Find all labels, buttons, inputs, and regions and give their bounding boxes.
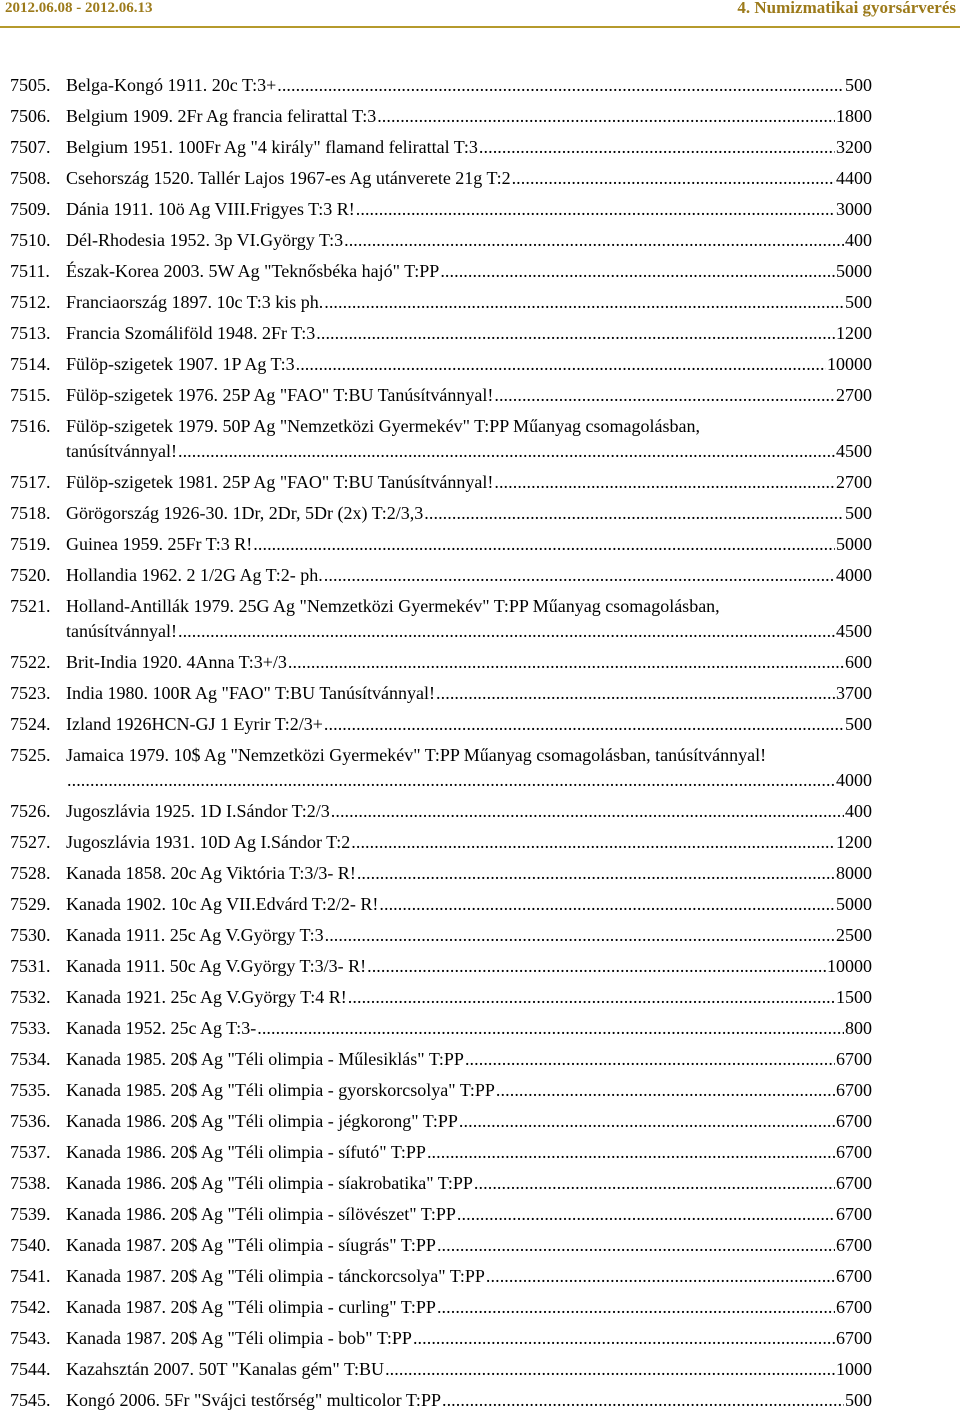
dot-leader [486, 1261, 872, 1292]
lot-price: 1500 [835, 982, 872, 1013]
dot-leader [288, 647, 872, 678]
auction-date: 2012.06.08 - 2012.06.13 [5, 0, 153, 16]
dot-leader [427, 1137, 872, 1168]
lot-price: 6700 [835, 1292, 872, 1323]
lot-price: 6700 [835, 1230, 872, 1261]
lot-description: Görögország 1926-30. 1Dr, 2Dr, 5Dr (2x) T:2/3,3 [66, 503, 424, 523]
dot-leader [465, 1044, 872, 1075]
lot-description: Észak-Korea 2003. 5W Ag "Teknősbéka hajó" T:PP [66, 261, 440, 281]
lot-price: 6700 [835, 1044, 872, 1075]
dot-leader [442, 1385, 872, 1416]
dot-leader [316, 318, 872, 349]
dot-leader [277, 70, 872, 101]
lot-price: 4400 [835, 163, 872, 194]
list-item [0, 467, 960, 498]
lot-price: 500 [844, 287, 872, 318]
lot-row [66, 380, 872, 411]
lot-number: 7539. [10, 1204, 51, 1224]
list-item [0, 1385, 960, 1416]
lot-row [66, 1354, 872, 1385]
dot-leader [351, 827, 872, 858]
lot-description: Belgium 1909. 2Fr Ag francia felirattal T:3 [66, 106, 377, 126]
dot-leader [344, 225, 872, 256]
lot-description: Fülöp-szigetek 1981. 25P Ag "FAO" T:BU Tanúsítvánnyal! [66, 472, 494, 492]
dot-leader [436, 678, 872, 709]
lot-number: 7537. [10, 1142, 51, 1162]
lot-price: 500 [844, 709, 872, 740]
dot-leader [385, 1354, 872, 1385]
lot-price: 4500 [835, 436, 872, 467]
lot-description: Kanada 1986. 20$ Ag "Téli olimpia - jégkorong" T:PP [66, 1111, 458, 1131]
lot-number: 7540. [10, 1235, 51, 1255]
list-item [0, 1230, 960, 1261]
lot-row [66, 1199, 872, 1230]
lot-description: Kanada 1858. 20c Ag Viktória T:3/3- R! [66, 863, 356, 883]
lot-number: 7532. [10, 987, 51, 1007]
lot-number: 7520. [10, 565, 51, 585]
list-item [0, 1261, 960, 1292]
lot-description: Csehország 1520. Tallér Lajos 1967-es Ag utánverete 21g T:2 [66, 168, 511, 188]
dot-leader [459, 1106, 872, 1137]
lot-number: 7528. [10, 863, 51, 883]
lot-row [66, 101, 872, 132]
list-item [0, 287, 960, 318]
dot-leader [325, 920, 872, 951]
lot-row [66, 982, 872, 1013]
lot-number: 7508. [10, 168, 51, 188]
lot-row [66, 349, 872, 380]
list-item [0, 920, 960, 951]
lot-number: 7529. [10, 894, 51, 914]
lot-row [66, 1168, 872, 1199]
lot-description: Francia Szomáliföld 1948. 2Fr T:3 [66, 323, 316, 343]
lot-number: 7509. [10, 199, 51, 219]
lot-price: 500 [844, 498, 872, 529]
lot-description: Franciaország 1897. 10c T:3 kis ph. [66, 292, 324, 312]
lot-row [66, 1044, 872, 1075]
lot-row [66, 467, 872, 498]
lot-price: 10000 [826, 349, 872, 380]
lot-row [66, 1323, 872, 1354]
lot-price: 5000 [835, 889, 872, 920]
list-item [0, 380, 960, 411]
list-item [0, 1292, 960, 1323]
lot-row [66, 858, 872, 889]
auction-title: 4. Numizmatikai gyorsárverés [737, 0, 956, 17]
lot-number: 7519. [10, 534, 51, 554]
lot-description: Kanada 1987. 20$ Ag "Téli olimpia - tánckorcsolya" T:PP [66, 1266, 485, 1286]
dot-leader [324, 287, 872, 318]
lot-price: 6700 [835, 1075, 872, 1106]
lot-row [66, 132, 872, 163]
dot-leader [437, 1292, 872, 1323]
lot-price: 6700 [835, 1199, 872, 1230]
lot-description: Brit-India 1920. 4Anna T:3+/3 [66, 652, 287, 672]
lot-number: 7510. [10, 230, 51, 250]
list-item [0, 101, 960, 132]
lot-description: Kanada 1911. 50c Ag V.György T:3/3- R! [66, 956, 367, 976]
list-item [0, 194, 960, 225]
lot-description: Jugoszlávia 1931. 10D Ag I.Sándor T:2 [66, 832, 351, 852]
lot-price: 1200 [835, 318, 872, 349]
lot-description: Kanada 1921. 25c Ag V.György T:4 R! [66, 987, 347, 1007]
lot-row [66, 256, 872, 287]
lot-price: 10000 [826, 951, 872, 982]
lot-price: 2700 [835, 467, 872, 498]
lot-number: 7518. [10, 503, 51, 523]
lot-price: 400 [844, 796, 872, 827]
lot-description-line1: Jamaica 1979. 10$ Ag "Nemzetközi Gyermekév" T:PP Műanyag csomagolásban, tanúsítvánnyal! [66, 745, 767, 765]
list-item [0, 591, 960, 647]
list-item [0, 1199, 960, 1230]
lot-price: 6700 [835, 1106, 872, 1137]
list-item [0, 70, 960, 101]
lot-row [66, 498, 872, 529]
lot-price: 1200 [835, 827, 872, 858]
lot-description: Jugoszlávia 1925. 1D I.Sándor T:2/3 [66, 801, 330, 821]
dot-leader [377, 101, 872, 132]
lot-row [66, 889, 872, 920]
lot-price: 500 [844, 70, 872, 101]
lot-number: 7543. [10, 1328, 51, 1348]
list-item [0, 858, 960, 889]
dot-leader [253, 529, 872, 560]
lot-description: Fülöp-szigetek 1907. 1P Ag T:3 [66, 354, 295, 374]
lot-row [66, 1075, 872, 1106]
lot-description: Kanada 1986. 20$ Ag "Téli olimpia - sílövészet" T:PP [66, 1204, 456, 1224]
lot-row [66, 1292, 872, 1323]
lot-description: Kanada 1911. 25c Ag V.György T:3 [66, 925, 324, 945]
list-item [0, 498, 960, 529]
list-item [0, 678, 960, 709]
lot-description-line1: Fülöp-szigetek 1979. 50P Ag "Nemzetközi Gyermekév" T:PP Műanyag csomagolásban, [66, 416, 701, 436]
lot-price: 2700 [835, 380, 872, 411]
list-item [0, 982, 960, 1013]
lot-number: 7526. [10, 801, 51, 821]
list-item [0, 1323, 960, 1354]
lot-price: 3700 [835, 678, 872, 709]
lot-description: tanúsítvánnyal! [66, 621, 177, 641]
dot-leader [413, 1323, 872, 1354]
lot-row [66, 709, 872, 740]
lot-number: 7545. [10, 1390, 51, 1410]
list-item [0, 1013, 960, 1044]
lot-number: 7524. [10, 714, 51, 734]
lot-price: 800 [844, 1013, 872, 1044]
lot-description: tanúsítvánnyal! [66, 441, 177, 461]
lot-description: Kanada 1985. 20$ Ag "Téli olimpia - gyorskorcsolya" T:PP [66, 1080, 495, 1100]
lot-price: 3000 [835, 194, 872, 225]
lot-description: Kazahsztán 2007. 50T "Kanalas gém" T:BU [66, 1359, 385, 1379]
lot-row [66, 436, 872, 467]
lot-number: 7521. [10, 596, 51, 616]
lot-description: Dánia 1911. 10ö Ag VIII.Frigyes T:3 R! [66, 199, 355, 219]
dot-leader [331, 796, 872, 827]
lot-price: 600 [844, 647, 872, 678]
lot-number: 7541. [10, 1266, 51, 1286]
lot-price: 500 [844, 1385, 872, 1416]
lot-row [66, 194, 872, 225]
lot-description: Izland 1926HCN-GJ 1 Eyrir T:2/3+ [66, 714, 323, 734]
lot-description: Dél-Rhodesia 1952. 3p VI.György T:3 [66, 230, 344, 250]
lot-row [66, 1230, 872, 1261]
lot-description: Kanada 1952. 25c Ag T:3- [66, 1018, 257, 1038]
lot-row [66, 796, 872, 827]
lot-number: 7514. [10, 354, 51, 374]
lot-price: 4000 [835, 765, 872, 796]
lot-number: 7517. [10, 472, 51, 492]
lot-price: 6700 [835, 1323, 872, 1354]
dot-leader [496, 1075, 872, 1106]
lot-row [66, 1137, 872, 1168]
lot-price: 1800 [835, 101, 872, 132]
list-item [0, 1106, 960, 1137]
dot-leader [379, 889, 872, 920]
lot-number: 7527. [10, 832, 51, 852]
lot-number: 7511. [10, 261, 50, 281]
lot-price: 6700 [835, 1168, 872, 1199]
dot-leader [324, 709, 872, 740]
lot-description: Kanada 1902. 10c Ag VII.Edvárd T:2/2- R! [66, 894, 379, 914]
dot-leader [67, 765, 872, 796]
lot-row [66, 1385, 872, 1416]
lot-row [66, 616, 872, 647]
list-item [0, 889, 960, 920]
list-item [0, 827, 960, 858]
list-item [0, 163, 960, 194]
lot-description: Kanada 1986. 20$ Ag "Téli olimpia - síakrobatika" T:PP [66, 1173, 473, 1193]
lot-list [0, 70, 960, 1416]
lot-number: 7534. [10, 1049, 51, 1069]
lot-number: 7513. [10, 323, 51, 343]
lot-price: 400 [844, 225, 872, 256]
lot-price: 4500 [835, 616, 872, 647]
list-item [0, 1137, 960, 1168]
dot-leader [356, 194, 872, 225]
lot-number: 7535. [10, 1080, 51, 1100]
dot-leader [367, 951, 872, 982]
lot-description: Kanada 1987. 20$ Ag "Téli olimpia - síugrás" T:PP [66, 1235, 436, 1255]
lot-row [66, 287, 872, 318]
lot-row [66, 1261, 872, 1292]
lot-price: 8000 [835, 858, 872, 889]
lot-row [66, 765, 872, 796]
lot-number: 7530. [10, 925, 51, 945]
lot-number: 7506. [10, 106, 51, 126]
dot-leader [348, 982, 872, 1013]
dot-leader [440, 256, 872, 287]
lot-price: 5000 [835, 529, 872, 560]
lot-description: Belgium 1951. 100Fr Ag "4 király" flamand felirattal T:3 [66, 137, 478, 157]
lot-price: 6700 [835, 1261, 872, 1292]
lot-number: 7531. [10, 956, 51, 976]
lot-description: Kanada 1987. 20$ Ag "Téli olimpia - bob" T:PP [66, 1328, 412, 1348]
lot-description: Guinea 1959. 25Fr T:3 R! [66, 534, 253, 554]
lot-row [66, 647, 872, 678]
lot-number: 7505. [10, 75, 51, 95]
list-item [0, 951, 960, 982]
list-item [0, 349, 960, 380]
lot-row [66, 1013, 872, 1044]
list-item [0, 1168, 960, 1199]
lot-price: 3200 [835, 132, 872, 163]
list-item [0, 411, 960, 467]
lot-number: 7507. [10, 137, 51, 157]
dot-leader [178, 616, 872, 647]
lot-number: 7533. [10, 1018, 51, 1038]
lot-description: India 1980. 100R Ag "FAO" T:BU Tanúsítvánnyal! [66, 683, 436, 703]
dot-leader [457, 1199, 872, 1230]
lot-row [66, 318, 872, 349]
lot-description: Kanada 1985. 20$ Ag "Téli olimpia - Műlesiklás" T:PP [66, 1049, 464, 1069]
lot-price: 5000 [835, 256, 872, 287]
dot-leader [324, 560, 872, 591]
lot-row [66, 225, 872, 256]
dot-leader [494, 467, 872, 498]
dot-leader [437, 1230, 872, 1261]
lot-number: 7538. [10, 1173, 51, 1193]
lot-number: 7536. [10, 1111, 51, 1131]
lot-row [66, 1106, 872, 1137]
lot-number: 7522. [10, 652, 51, 672]
lot-row [66, 920, 872, 951]
dot-leader [512, 163, 872, 194]
lot-number: 7542. [10, 1297, 51, 1317]
lot-price: 6700 [835, 1137, 872, 1168]
list-item [0, 796, 960, 827]
dot-leader [178, 436, 872, 467]
lot-row [66, 163, 872, 194]
lot-description: Fülöp-szigetek 1976. 25P Ag "FAO" T:BU Tanúsítvánnyal! [66, 385, 494, 405]
list-item [0, 740, 960, 796]
lot-description: Kanada 1986. 20$ Ag "Téli olimpia - sífutó" T:PP [66, 1142, 426, 1162]
list-item [0, 132, 960, 163]
lot-number: 7516. [10, 416, 51, 436]
lot-row [66, 560, 872, 591]
lot-row [66, 827, 872, 858]
list-item [0, 709, 960, 740]
lot-description: Belga-Kongó 1911. 20c T:3+ [66, 75, 277, 95]
dot-leader [479, 132, 872, 163]
lot-row [66, 951, 872, 982]
list-item [0, 529, 960, 560]
lot-price: 1000 [835, 1354, 872, 1385]
list-item [0, 1075, 960, 1106]
lot-number: 7512. [10, 292, 51, 312]
page-header [0, 0, 960, 28]
lot-row [66, 70, 872, 101]
list-item [0, 318, 960, 349]
lot-description: Hollandia 1962. 2 1/2G Ag T:2- ph. [66, 565, 323, 585]
list-item [0, 560, 960, 591]
list-item [0, 1044, 960, 1075]
lot-row [66, 678, 872, 709]
lot-description-line1: Holland-Antillák 1979. 25G Ag "Nemzetközi Gyermekév" T:PP Műanyag csomagolásban, [66, 596, 720, 616]
lot-price: 4000 [835, 560, 872, 591]
lot-row [66, 529, 872, 560]
list-item [0, 1354, 960, 1385]
dot-leader [296, 349, 872, 380]
list-item [0, 225, 960, 256]
lot-number: 7544. [10, 1359, 51, 1379]
dot-leader [424, 498, 872, 529]
dot-leader [257, 1013, 872, 1044]
lot-number: 7515. [10, 385, 51, 405]
list-item [0, 647, 960, 678]
lot-price: 2500 [835, 920, 872, 951]
lot-number: 7523. [10, 683, 51, 703]
dot-leader [357, 858, 872, 889]
lot-number: 7525. [10, 745, 51, 765]
lot-description: Kongó 2006. 5Fr "Svájci testőrség" multicolor T:PP [66, 1390, 441, 1410]
dot-leader [494, 380, 872, 411]
dot-leader [474, 1168, 872, 1199]
lot-description: Kanada 1987. 20$ Ag "Téli olimpia - curling" T:PP [66, 1297, 436, 1317]
list-item [0, 256, 960, 287]
